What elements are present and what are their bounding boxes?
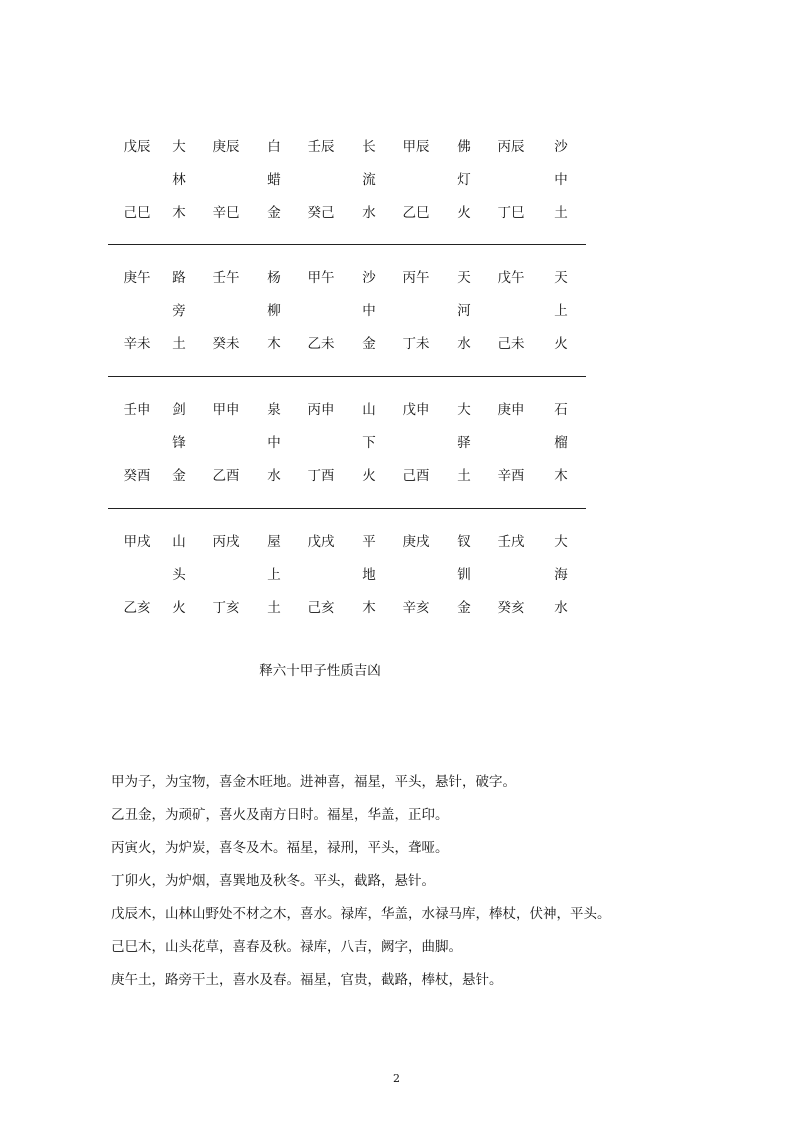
body-paragraph: 丁卯火，为炉烟，喜巽地及秋冬。平头，截路，悬针。 [111, 873, 435, 889]
nayin-char-cell: 杨 [267, 270, 281, 286]
ganzhi-cell: 乙巳 [402, 205, 430, 221]
body-paragraph: 乙丑金，为顽矿，喜火及南方日时。福星，华盖，正印。 [111, 807, 449, 823]
body-paragraph: 戊辰木，山林山野处不材之木，喜水。禄库，华盖，水禄马库，棒杖，伏神，平头。 [111, 906, 611, 922]
nayin-char-cell: 木 [172, 205, 186, 221]
nayin-char-cell: 灯 [457, 172, 471, 188]
nayin-char-cell: 柳 [267, 303, 281, 319]
divider-line [108, 508, 586, 509]
ganzhi-cell: 壬申 [123, 402, 151, 418]
section-title: 释六十甲子性质吉凶 [259, 663, 381, 679]
ganzhi-cell: 丙申 [307, 402, 335, 418]
nayin-char-cell: 沙 [554, 139, 568, 155]
ganzhi-cell: 丁未 [402, 336, 430, 352]
table-row [0, 532, 793, 552]
table-row [0, 565, 793, 585]
ganzhi-cell: 丙戌 [212, 534, 240, 550]
ganzhi-cell: 庚戌 [402, 534, 430, 550]
table-row [0, 170, 793, 190]
nayin-char-cell: 蜡 [267, 172, 281, 188]
nayin-char-cell: 木 [362, 600, 376, 616]
ganzhi-cell: 甲午 [307, 270, 335, 286]
nayin-char-cell: 钗 [457, 534, 471, 550]
nayin-char-cell: 佛 [457, 139, 471, 155]
nayin-char-cell: 驿 [457, 435, 471, 451]
nayin-char-cell: 金 [267, 205, 281, 221]
ganzhi-cell: 丁巳 [497, 205, 525, 221]
nayin-char-cell: 金 [172, 468, 186, 484]
nayin-char-cell: 钏 [457, 567, 471, 583]
nayin-char-cell: 火 [172, 600, 186, 616]
nayin-char-cell: 旁 [172, 303, 186, 319]
nayin-char-cell: 火 [554, 336, 568, 352]
nayin-char-cell: 大 [554, 534, 568, 550]
table-row [0, 137, 793, 157]
nayin-char-cell: 木 [554, 468, 568, 484]
ganzhi-cell: 丙午 [402, 270, 430, 286]
ganzhi-cell: 癸酉 [123, 468, 151, 484]
table-row [0, 268, 793, 288]
ganzhi-cell: 丁酉 [307, 468, 335, 484]
ganzhi-cell: 戊申 [402, 402, 430, 418]
ganzhi-cell: 癸己 [307, 205, 335, 221]
ganzhi-cell: 己未 [497, 336, 525, 352]
ganzhi-cell: 辛亥 [402, 600, 430, 616]
ganzhi-cell: 甲辰 [402, 139, 430, 155]
nayin-char-cell: 火 [362, 468, 376, 484]
divider-line [108, 376, 586, 377]
ganzhi-cell: 庚申 [497, 402, 525, 418]
ganzhi-cell: 壬辰 [307, 139, 335, 155]
ganzhi-cell: 戊戌 [307, 534, 335, 550]
table-row [0, 400, 793, 420]
nayin-char-cell: 白 [267, 139, 281, 155]
ganzhi-cell: 己酉 [402, 468, 430, 484]
nayin-char-cell: 山 [172, 534, 186, 550]
ganzhi-cell: 庚辰 [212, 139, 240, 155]
ganzhi-cell: 甲申 [212, 402, 240, 418]
body-paragraph: 甲为子，为宝物，喜金木旺地。进神喜，福星，平头，悬针，破字。 [111, 774, 516, 790]
nayin-char-cell: 土 [457, 468, 471, 484]
table-row [0, 203, 793, 223]
nayin-char-cell: 沙 [362, 270, 376, 286]
ganzhi-cell: 乙酉 [212, 468, 240, 484]
nayin-char-cell: 海 [554, 567, 568, 583]
table-row [0, 598, 793, 618]
ganzhi-cell: 辛酉 [497, 468, 525, 484]
ganzhi-cell: 丁亥 [212, 600, 240, 616]
nayin-char-cell: 中 [267, 435, 281, 451]
nayin-char-cell: 平 [362, 534, 376, 550]
table-row [0, 334, 793, 354]
nayin-char-cell: 屋 [267, 534, 281, 550]
nayin-char-cell: 泉 [267, 402, 281, 418]
nayin-char-cell: 木 [267, 336, 281, 352]
nayin-char-cell: 大 [457, 402, 471, 418]
nayin-char-cell: 锋 [172, 435, 186, 451]
nayin-char-cell: 金 [362, 336, 376, 352]
nayin-char-cell: 中 [554, 172, 568, 188]
ganzhi-cell: 乙未 [307, 336, 335, 352]
nayin-char-cell: 水 [554, 600, 568, 616]
nayin-char-cell: 地 [362, 567, 376, 583]
ganzhi-cell: 壬戌 [497, 534, 525, 550]
nayin-char-cell: 榴 [554, 435, 568, 451]
nayin-char-cell: 天 [457, 270, 471, 286]
nayin-char-cell: 头 [172, 567, 186, 583]
nayin-char-cell: 流 [362, 172, 376, 188]
ganzhi-cell: 乙亥 [123, 600, 151, 616]
ganzhi-cell: 辛巳 [212, 205, 240, 221]
body-paragraph: 己巳木，山头花草，喜春及秋。禄库，八吉，阙字，曲脚。 [111, 939, 462, 955]
nayin-char-cell: 天 [554, 270, 568, 286]
ganzhi-cell: 癸亥 [497, 600, 525, 616]
ganzhi-cell: 癸未 [212, 336, 240, 352]
nayin-char-cell: 石 [554, 402, 568, 418]
nayin-char-cell: 中 [362, 303, 376, 319]
body-paragraph: 丙寅火，为炉炭，喜冬及木。福星，禄刑，平头，聋哑。 [111, 840, 449, 856]
table-row [0, 433, 793, 453]
body-paragraph: 庚午土，路旁干土，喜水及春。福星，官贵，截路，棒杖，悬针。 [111, 972, 503, 988]
nayin-char-cell: 上 [267, 567, 281, 583]
table-row [0, 466, 793, 486]
nayin-char-cell: 土 [554, 205, 568, 221]
ganzhi-cell: 己亥 [307, 600, 335, 616]
nayin-char-cell: 大 [172, 139, 186, 155]
nayin-char-cell: 水 [267, 468, 281, 484]
ganzhi-cell: 庚午 [123, 270, 151, 286]
nayin-char-cell: 长 [362, 139, 376, 155]
nayin-char-cell: 上 [554, 303, 568, 319]
table-row [0, 301, 793, 321]
ganzhi-cell: 丙辰 [497, 139, 525, 155]
ganzhi-cell: 甲戌 [123, 534, 151, 550]
nayin-char-cell: 林 [172, 172, 186, 188]
nayin-char-cell: 土 [267, 600, 281, 616]
nayin-char-cell: 水 [457, 336, 471, 352]
nayin-char-cell: 水 [362, 205, 376, 221]
ganzhi-cell: 戊午 [497, 270, 525, 286]
nayin-char-cell: 火 [457, 205, 471, 221]
nayin-char-cell: 山 [362, 402, 376, 418]
page-number: 2 [393, 1072, 400, 1085]
ganzhi-cell: 壬午 [212, 270, 240, 286]
ganzhi-cell: 辛未 [123, 336, 151, 352]
nayin-char-cell: 剑 [172, 402, 186, 418]
ganzhi-cell: 戊辰 [123, 139, 151, 155]
nayin-char-cell: 土 [172, 336, 186, 352]
nayin-char-cell: 金 [457, 600, 471, 616]
divider-line [108, 244, 586, 245]
nayin-char-cell: 路 [172, 270, 186, 286]
ganzhi-cell: 己巳 [123, 205, 151, 221]
nayin-char-cell: 下 [362, 435, 376, 451]
nayin-char-cell: 河 [457, 303, 471, 319]
